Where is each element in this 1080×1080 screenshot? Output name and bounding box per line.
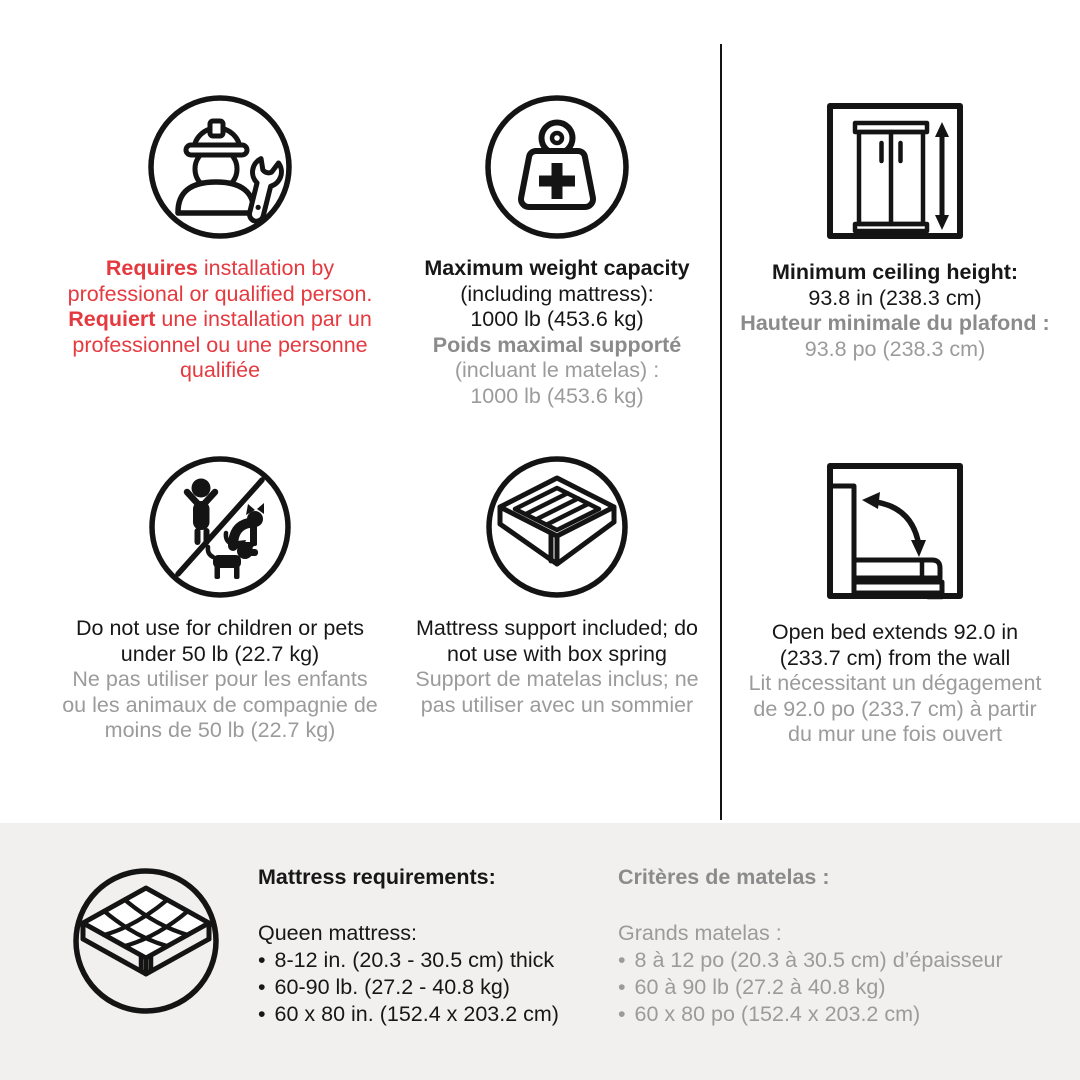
bold-lead: Requiert: [68, 307, 156, 331]
text-line: professionnel ou une personne: [72, 332, 368, 357]
panel-no-children-pets: [30, 452, 410, 744]
installer-icon-slot: [30, 92, 410, 256]
panel-max-weight: [384, 92, 730, 409]
text-line: du mur une fois ouvert: [788, 722, 1002, 746]
band-bullet: • 60-90 lb. (27.2 - 40.8 kg): [258, 974, 559, 1001]
text-line: Hauteur minimale du plafond :: [740, 311, 1050, 335]
text-line: de 92.0 po (233.7 cm) à partir: [753, 696, 1037, 721]
panel-mattress-support: [384, 452, 730, 718]
panel-installation: [30, 92, 410, 384]
text-line: (233.7 cm) from the wall: [779, 645, 1011, 670]
text-line: Mattress support included; do: [415, 616, 699, 640]
text-line: 93.8 in (238.3 cm): [808, 285, 982, 310]
no-children-pets-icon: [145, 452, 295, 602]
mattress-requirements-fr: [618, 864, 1003, 1028]
text-line: [30, 307, 410, 333]
installer-icon: [145, 92, 295, 242]
mattress-requirements-band: [0, 823, 1080, 1080]
text-line: Lit nécessitant un dégagement: [748, 671, 1042, 695]
line-text: une installation par un: [155, 307, 372, 331]
text-line: under 50 lb (22.7 kg): [120, 641, 320, 666]
text-line: professional or qualified person.: [67, 281, 373, 306]
mattress-requirements-en: [258, 864, 559, 1028]
text-line: 1000 lb (453.6 kg): [470, 307, 644, 331]
text-line: not use with box spring: [447, 641, 667, 666]
mattress-icon: [71, 866, 221, 1016]
text-line: [30, 256, 410, 282]
ceiling-icon-slot: [728, 92, 1062, 260]
text-line: (incluant le matelas) :: [454, 358, 660, 382]
text-line: Open bed extends 92.0 in: [771, 620, 1019, 644]
line-text: installation by: [197, 256, 335, 280]
no-children-icon-slot: [30, 452, 410, 616]
band-subheading-fr: Grands matelas :: [618, 921, 782, 945]
open-bed-icon-slot: [728, 452, 1062, 620]
bold-lead: Requires: [105, 256, 198, 280]
band-heading-fr: Critères de matelas :: [618, 865, 830, 889]
text-line: Support de matelas inclus; ne: [415, 667, 699, 691]
text-line: Maximum weight capacity: [424, 256, 690, 280]
text-line: 1000 lb (453.6 kg): [470, 383, 644, 408]
text-line: 93.8 po (238.3 cm): [804, 336, 986, 361]
text-line: ou les animaux de compagnie de: [62, 692, 378, 717]
band-heading-en: Mattress requirements:: [258, 865, 496, 889]
text-line: (including mattress):: [460, 281, 654, 306]
band-subheading-en: Queen mattress:: [258, 921, 417, 945]
text-line: Ne pas utiliser pour les enfants: [72, 667, 368, 691]
band-bullet: • 8-12 in. (20.3 - 30.5 cm) thick: [258, 947, 559, 974]
band-bullet: • 8 à 12 po (20.3 à 30.5 cm) d’épaisseur: [618, 947, 1003, 974]
panel-ceiling-height: [728, 92, 1062, 362]
band-bullet: • 60 à 90 lb (27.2 à 40.8 kg): [618, 974, 1003, 1001]
text-line: Poids maximal supporté: [432, 332, 682, 357]
text-line: Minimum ceiling height:: [771, 260, 1019, 284]
text-line: qualifiée: [179, 358, 261, 382]
weight-icon-slot: [384, 92, 730, 256]
open-bed-icon: [820, 456, 970, 606]
slats-icon-slot: [384, 452, 730, 616]
weight-capacity-icon: [482, 92, 632, 242]
band-bullet: • 60 x 80 in. (152.4 x 203.2 cm): [258, 1001, 559, 1028]
text-line: pas utiliser avec un sommier: [420, 692, 694, 717]
mattress-icon-slot: [71, 866, 221, 1021]
text-line: moins de 50 lb (22.7 kg): [104, 718, 336, 742]
panel-open-bed: [728, 452, 1062, 748]
text-line: Do not use for children or pets: [75, 616, 364, 640]
ceiling-height-icon: [820, 96, 970, 246]
mattress-support-icon: [482, 452, 632, 602]
band-bullet: • 60 x 80 po (152.4 x 203.2 cm): [618, 1001, 1003, 1028]
